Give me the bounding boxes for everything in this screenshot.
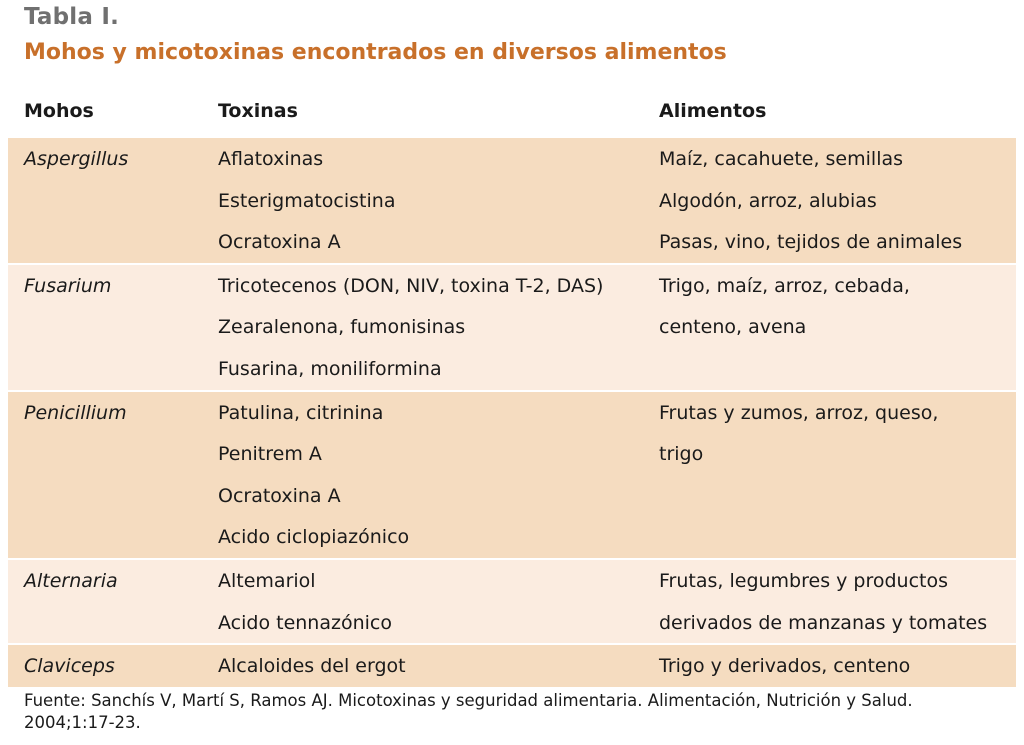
column-header-mohos: Mohos — [24, 100, 94, 122]
toxin-cell: Acido ciclopiazónico — [218, 526, 410, 549]
toxin-cell: Aflatoxinas — [218, 148, 324, 170]
toxin-cell: Ocratoxina A — [218, 484, 341, 507]
table-group-aspergillus — [8, 138, 1016, 263]
mold-name: Fusarium — [24, 274, 112, 297]
table-row — [8, 516, 1016, 558]
mold-name: Alternaria — [24, 569, 118, 592]
table-row — [8, 221, 1016, 263]
toxin-cell: Esterigmatocistina — [218, 189, 396, 212]
food-cell: Maíz, cacahuete, semillas — [659, 148, 904, 170]
table-row — [8, 560, 1016, 602]
toxin-cell: Zearalenona, fumonisinas — [218, 316, 466, 339]
table-row — [8, 306, 1016, 348]
table-row — [8, 138, 1016, 180]
table-group-alternaria — [8, 560, 1016, 643]
table-title: Mohos y micotoxinas encontrados en diversos alimentos — [24, 40, 727, 65]
mold-name: Claviceps — [24, 655, 115, 678]
table-row — [8, 645, 1016, 687]
toxin-cell: Tricotecenos (DON, NIV, toxina T-2, DAS) — [218, 274, 604, 297]
table-group-fusarium — [8, 265, 1016, 390]
mold-name: Penicillium — [24, 401, 127, 424]
food-cell: Frutas y zumos, arroz, queso, — [659, 401, 939, 424]
table-row — [8, 602, 1016, 644]
table-row — [8, 265, 1016, 307]
toxin-cell: Fusarina, moniliformina — [218, 357, 442, 380]
mycotoxin-table — [8, 90, 1016, 687]
table-row — [8, 180, 1016, 222]
toxin-cell: Ocratoxina A — [218, 231, 341, 254]
column-header-alimentos: Alimentos — [659, 100, 767, 122]
mold-name: Aspergillus — [24, 148, 129, 170]
food-cell: Trigo y derivados, centeno — [659, 655, 911, 678]
toxin-cell: Acido tennazónico — [218, 611, 392, 634]
table-row — [8, 392, 1016, 434]
table-group-claviceps — [8, 645, 1016, 687]
table-label: Tabla I. — [24, 4, 120, 30]
table-group-penicillium — [8, 392, 1016, 558]
toxin-cell: Patulina, citrinina — [218, 401, 384, 424]
table-row — [8, 475, 1016, 517]
toxin-cell: Altemariol — [218, 569, 316, 592]
column-header-toxinas: Toxinas — [218, 100, 298, 122]
food-cell: centeno, avena — [659, 316, 807, 339]
food-cell: Pasas, vino, tejidos de animales — [659, 231, 963, 254]
toxin-cell: Penitrem A — [218, 443, 322, 466]
toxin-cell: Alcaloides del ergot — [218, 655, 406, 678]
food-cell: Trigo, maíz, arroz, cebada, — [659, 274, 910, 297]
table-row — [8, 348, 1016, 390]
food-cell: Algodón, arroz, alubias — [659, 189, 877, 212]
food-cell: trigo — [659, 443, 704, 466]
source-citation: Fuente: Sanchís V, Martí S, Ramos AJ. Micotoxinas y seguridad alimentaria. Alimentación, Nutrición y Salud. 2004;1:17-23. — [24, 691, 913, 732]
table-row — [8, 433, 1016, 475]
table-header-row — [8, 90, 1016, 138]
food-cell: Frutas, legumbres y productos — [659, 569, 949, 592]
food-cell: derivados de manzanas y tomates — [659, 611, 988, 634]
